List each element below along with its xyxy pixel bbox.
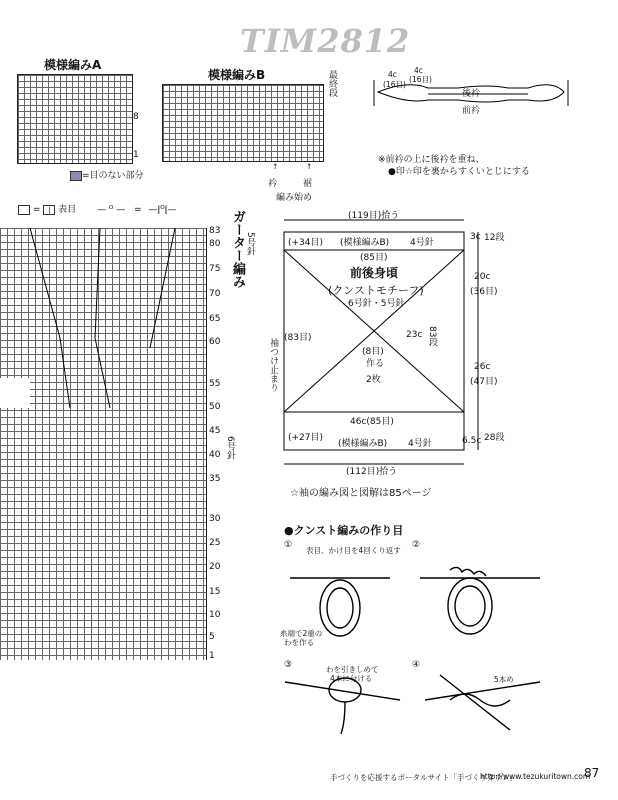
bottom-pickup: (112目)拾う xyxy=(346,467,398,477)
row-number: 45 xyxy=(209,426,221,436)
step-1-note: 表目、かけ目を4回くり返す xyxy=(306,546,401,555)
pattern-b-start-label: 編み始め xyxy=(276,193,313,203)
top-pattern: (模様編みB) xyxy=(340,238,390,248)
footer-url[interactable]: http://www.tezukuritown.com xyxy=(480,772,591,781)
pattern-a-row-8: 8 xyxy=(133,112,139,122)
step-3-note-2: 4本に分ける xyxy=(330,674,373,683)
collar-left-b-sub: (16目) xyxy=(409,75,432,84)
r-low-rows: (47目) xyxy=(470,377,498,387)
collar-front-label: 前衿 xyxy=(462,106,481,116)
r-top-rows: 12段 xyxy=(484,233,505,243)
row-number: 30 xyxy=(209,514,221,524)
row-number: 70 xyxy=(209,289,221,299)
row-number: 83 xyxy=(209,226,221,236)
top-needle: 4号針 xyxy=(410,238,434,248)
row-number: 65 xyxy=(209,314,221,324)
r-low: 26c xyxy=(474,362,491,372)
pattern-b-collar-label: 衿 xyxy=(268,179,278,189)
bottom-needle: 4号針 xyxy=(408,439,432,449)
sleeve-note: ☆袖の編み図と図解は85ページ xyxy=(290,488,432,499)
collar-left-a-sub: (16目) xyxy=(383,80,406,89)
r-top: 3c xyxy=(470,232,481,242)
pattern-a-legend: =目のない部分 xyxy=(70,168,144,181)
top-inc: (+34目) xyxy=(288,238,324,248)
sleeve-stop: 袖つけ止まり xyxy=(268,338,278,392)
body-pieces: 2枚 xyxy=(366,375,381,385)
gray-swatch-icon xyxy=(70,171,82,181)
collar-note-1: ※前衿の上に後衿を重ね、 xyxy=(378,155,485,165)
r-bot: 6.5c xyxy=(462,436,482,446)
row-number: 60 xyxy=(209,337,221,347)
row-number: 55 xyxy=(209,379,221,389)
page-number: 87 xyxy=(584,766,600,780)
row-number: 5 xyxy=(209,632,215,642)
needle-5: 5号針 xyxy=(245,232,255,256)
kunst-illustrations xyxy=(280,550,580,760)
needle-6: 6号針 xyxy=(225,436,235,460)
pattern-a-chart xyxy=(17,74,133,164)
step-3-note: わを引きしめて xyxy=(326,665,379,674)
step-1-marker: ① xyxy=(284,540,293,550)
footer-text: 手づくりを応援するポータルサイト「手づくりタウン」 xyxy=(330,773,517,782)
collar-left-b: 4c xyxy=(414,66,423,75)
row-number: 40 xyxy=(209,450,221,460)
collar-note-2: ●印☆印を裏からすくいとじにする xyxy=(388,167,530,177)
bottom-pattern: (模様編みB) xyxy=(338,439,388,449)
row-number: 10 xyxy=(209,610,221,620)
step-1-note-3: わを作る xyxy=(284,638,314,647)
collar-back-label: 後衿 xyxy=(462,89,481,99)
pattern-a-label: 模様編みA xyxy=(44,58,102,72)
row-number: 80 xyxy=(209,239,221,249)
row-number: 35 xyxy=(209,474,221,484)
garter-label: ガーター編み xyxy=(230,210,245,288)
center-make: 作る xyxy=(366,359,385,369)
pattern-title: TIM2812 xyxy=(240,22,411,60)
row-number: 50 xyxy=(209,402,221,412)
row-number: 25 xyxy=(209,538,221,548)
center-rows: (8目) xyxy=(362,347,384,357)
row-number: 20 xyxy=(209,562,221,572)
pattern-b-chart xyxy=(162,84,324,162)
step-4-note: 5本め xyxy=(494,675,514,684)
pattern-b-hem-label: 裾 xyxy=(303,179,313,189)
step-3-marker: ③ xyxy=(284,660,293,670)
r-mid-rows: (36目) xyxy=(470,287,498,297)
collar-left-a: 4c xyxy=(388,70,397,79)
pattern-b-last-row: 最終段 xyxy=(327,70,337,97)
bottom-width: 46c(85目) xyxy=(350,417,394,427)
row-number: 15 xyxy=(209,587,221,597)
row-number: 1 xyxy=(209,651,215,661)
step-4-marker: ④ xyxy=(412,660,421,670)
step-2-marker: ② xyxy=(412,540,421,550)
body-name: 前後身頃 xyxy=(350,266,399,280)
top-count: (85目) xyxy=(360,253,388,263)
step-1-note-2: 糸端で2重の xyxy=(280,629,323,638)
side-rows: 83段 xyxy=(427,326,437,347)
body-motif: (クンストモチーフ) xyxy=(328,284,424,297)
body-needles: 6号針・5号針 xyxy=(348,299,405,309)
symbol-legend: = | 表目 — ᴼ — = —ǀᴼǀ— xyxy=(18,202,176,215)
pattern-a-row-1: 1 xyxy=(133,150,139,160)
r-mid: 20c xyxy=(474,272,491,282)
left-count: (83目) xyxy=(284,333,312,343)
blank-cell-icon xyxy=(18,205,30,215)
row-number: 75 xyxy=(209,264,221,274)
top-pickup: (119目)拾う xyxy=(348,211,400,221)
pattern-b-label: 模様編みB xyxy=(208,68,266,82)
bottom-inc: (+27目) xyxy=(288,433,324,443)
r-bot-rows: 28段 xyxy=(484,433,505,443)
chart-motif-overlay xyxy=(0,228,210,408)
kunst-title: ●クンスト編みの作り目 xyxy=(284,524,404,537)
side-width: 23c xyxy=(406,330,423,340)
